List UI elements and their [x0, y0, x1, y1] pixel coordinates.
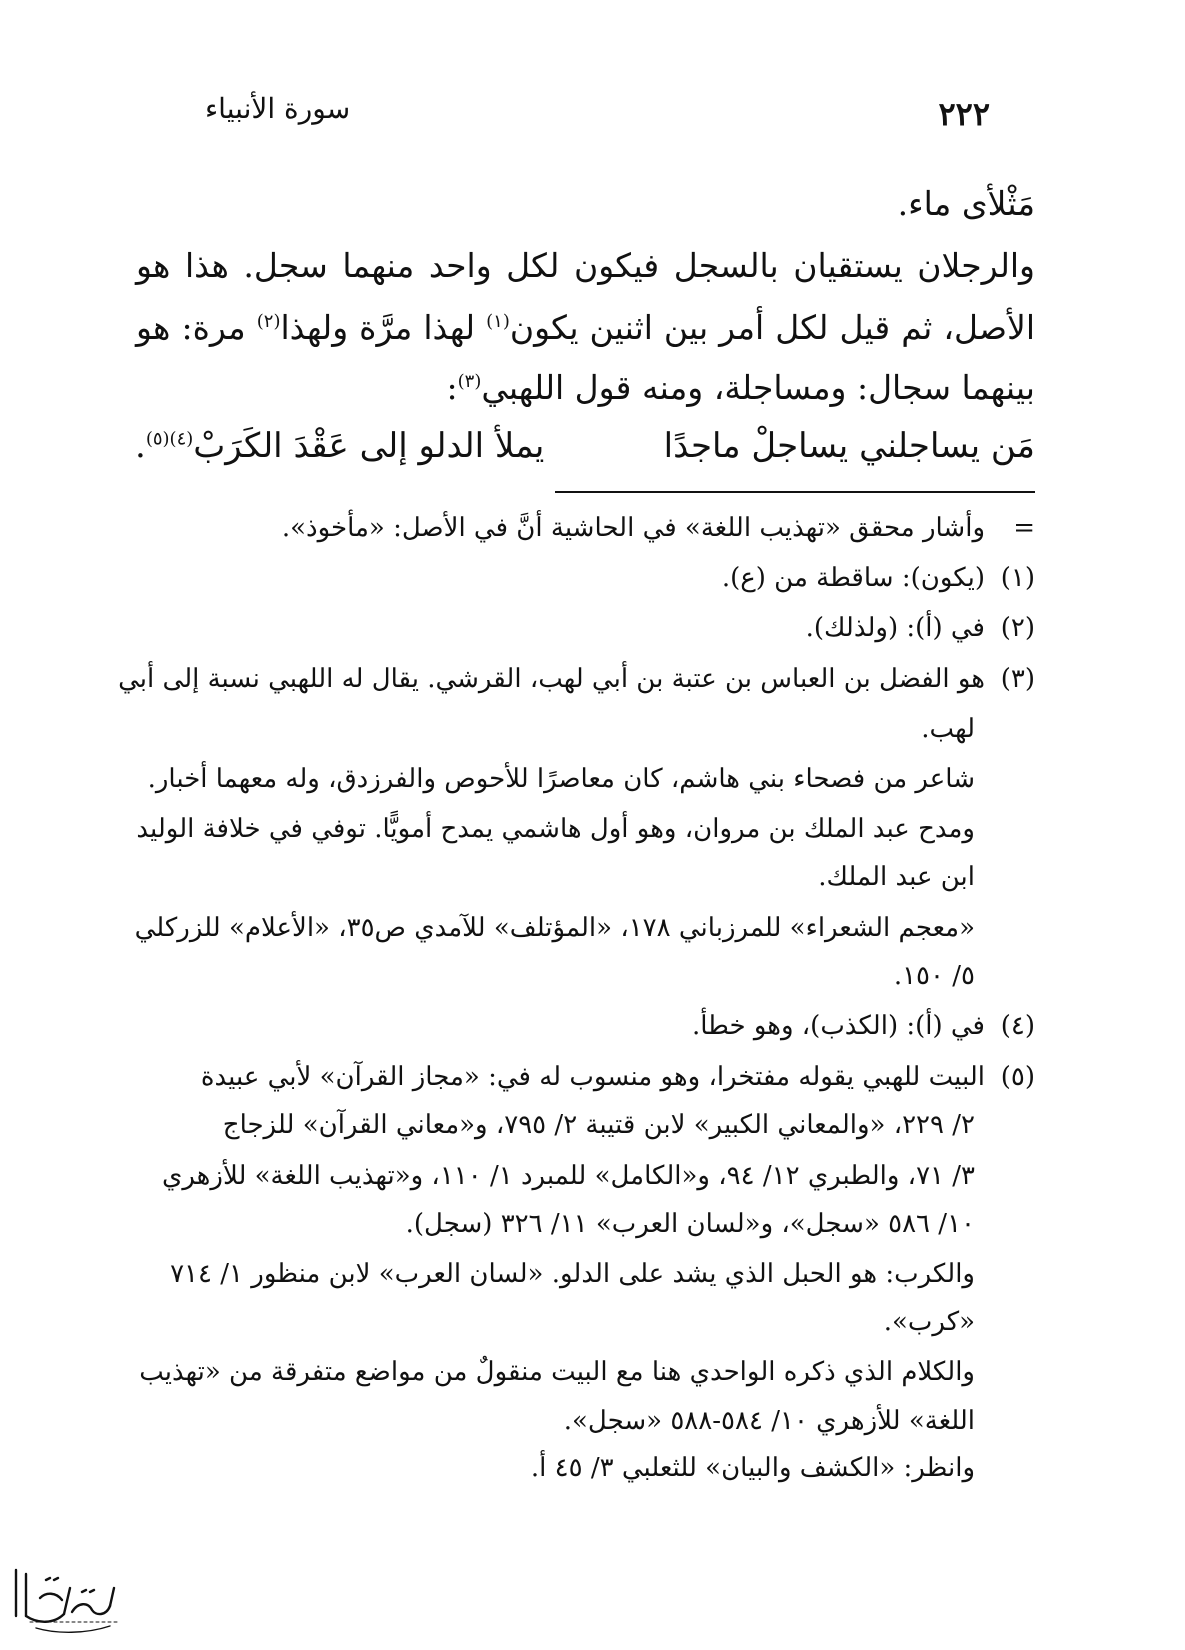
- footnote-line: والكرب: هو الحبل الذي يشد على الدلو. «لسان العرب» لابن منظور ١/ ٧١٤: [170, 1259, 975, 1289]
- footnote-line: «كرب».: [883, 1307, 975, 1337]
- poetry-verse: [135, 426, 1035, 474]
- continuation-marker: =: [1013, 513, 1035, 543]
- footnote-line: ابن عبد الملك.: [818, 862, 975, 892]
- footnote-line: ٢/ ٢٢٩، «والمعاني الكبير» لابن قتيبة ٢/ ٧٩٥، و«معاني القرآن» للزجاج: [222, 1110, 975, 1140]
- surah-title: سورة الأنبياء: [205, 92, 351, 125]
- footnote-line: ١٠/ ٥٨٦ «سجل»، و«لسان العرب» ١١/ ٣٢٦ (سجل).: [405, 1209, 975, 1239]
- footnote-4: (٤)في (أ): (الكذب)، وهو خطأ.: [692, 1005, 1035, 1047]
- footnote-number: (٤): [1000, 1011, 1035, 1041]
- body-line: بينهما سجال: ومساجلة، ومنه قول اللهبي$^{(٣)}$:: [446, 368, 1035, 407]
- page-number: ٢٢٢: [938, 95, 990, 133]
- footnote-2: (٢)في (أ): (ولذلك).: [806, 607, 1035, 649]
- footnote-line: ٥/ ١٥٠.: [893, 961, 975, 991]
- footnote-ref[interactable]: (١): [486, 311, 510, 332]
- footnote-1: (١)(يكون): ساقطة من (ع).: [722, 557, 1035, 599]
- footnote-line: شاعر من فصحاء بني هاشم، كان معاصرًا للأحوص والفرزدق، وله معهما أخبار.: [147, 764, 975, 794]
- verse-first-hemistich: مَن يساجلني يساجلْ ماجدًا: [663, 426, 1035, 466]
- footnote-3: (٣)هو الفضل بن العباس بن عتبة بن أبي لهب، القرشي. يقال له اللهبي نسبة إلى أبي: [118, 658, 1035, 700]
- body-line: والرجلان يستقيان بالسجل فيكون لكل واحد منهما سجل. هذا هو: [136, 246, 1035, 285]
- watermark-logo: [6, 1558, 126, 1638]
- footnote-number: (١): [1000, 563, 1035, 593]
- footnote-ref[interactable]: (٤): [169, 428, 194, 450]
- body-line: مَثْلأى ماء.: [897, 184, 1035, 223]
- footnote-continuation: =وأشار محقق «تهذيب اللغة» في الحاشية أنَّ في الأصل: «مأخوذ».: [282, 507, 1035, 549]
- footnote-line: والكلام الذي ذكره الواحدي هنا مع البيت منقولٌ من مواضع متفرقة من «تهذيب: [139, 1357, 975, 1387]
- footnote-ref[interactable]: (٢): [256, 311, 281, 332]
- footnote-line: اللغة» للأزهري ١٠/ ٥٨٤-٥٨٨ «سجل».: [563, 1406, 975, 1436]
- body-line: الأصل، ثم قيل لكل أمر بين اثنين يكون$^{(١)}$ لهذا مرَّة ولهذا$^{(٢)}$ مرة: هو: [136, 308, 1035, 347]
- footnote-line: وانظر: «الكشف والبيان» للثعلبي ٣/ ٤٥ أ.: [530, 1453, 975, 1483]
- footnote-5: (٥)البيت للهبي يقوله مفتخرا، وهو منسوب له في: «مجاز القرآن» لأبي عبيدة: [201, 1056, 1035, 1098]
- footnote-line: ٣/ ٧١، والطبري ١٢/ ٩٤، و«الكامل» للمبرد ١/ ١١٠، و«تهذيب اللغة» للأزهري: [161, 1161, 975, 1191]
- footnote-ref[interactable]: (٥): [145, 428, 170, 450]
- footnote-line: ومدح عبد الملك بن مروان، وهو أول هاشمي يمدح أمويًّا. توفي في خلافة الوليد: [136, 814, 975, 844]
- footnote-number: (٥): [1000, 1062, 1035, 1092]
- footnote-number: (٣): [1000, 664, 1035, 694]
- footnote-line: «معجم الشعراء» للمرزباني ١٧٨، «المؤتلف» للآمدي ص٣٥، «الأعلام» للزركلي: [134, 913, 975, 943]
- footnote-divider: [555, 491, 1035, 493]
- footnote-ref[interactable]: (٣): [457, 371, 482, 392]
- footnote-number: (٢): [1000, 613, 1035, 643]
- verse-second-hemistich: يملأ الدلو إلى عَقْدَ الكَرَبْ$^{(٤)(٥)}$.: [135, 426, 545, 466]
- footnote-line: لهب.: [921, 714, 975, 744]
